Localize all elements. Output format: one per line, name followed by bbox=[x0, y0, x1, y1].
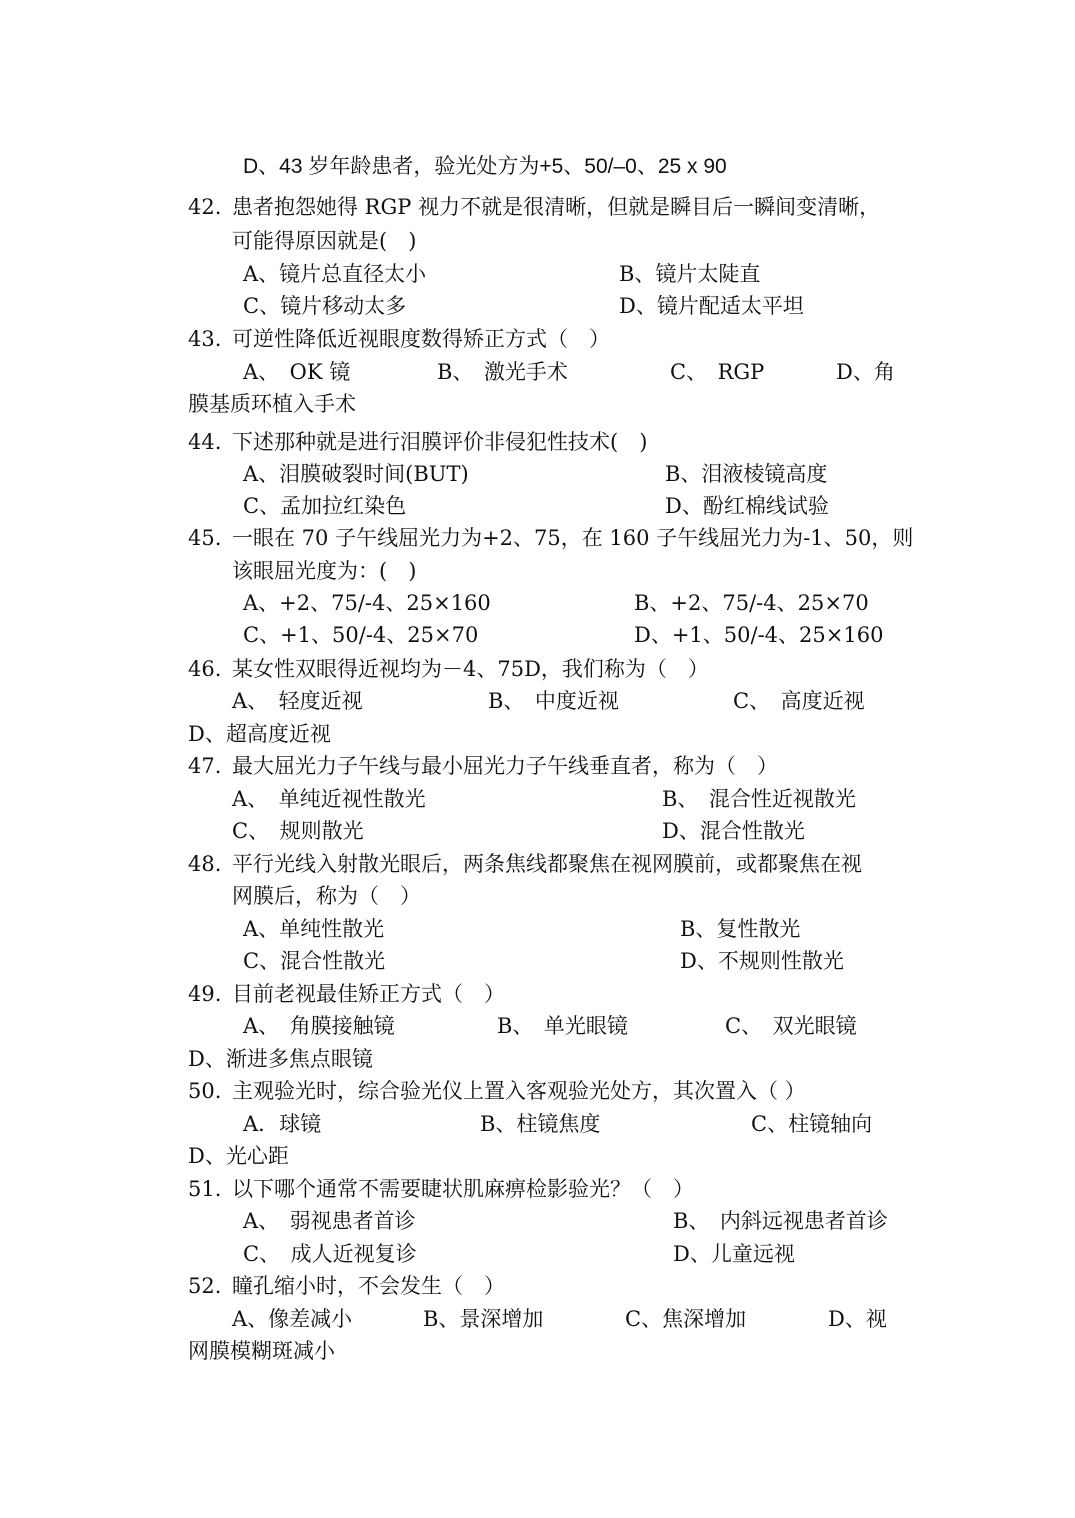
q51-text: 以下哪个通常不需要睫状肌麻痹检影验光？（ ） bbox=[232, 1177, 694, 1201]
q46-option-c: C、 高度近视 bbox=[733, 689, 865, 713]
q44-text: 下述那种就是进行泪膜评价非侵犯性技术( ) bbox=[232, 430, 648, 454]
q42-option-d: D、镜片配适太平坦 bbox=[619, 294, 804, 318]
q50-number: 50. bbox=[188, 1079, 222, 1103]
q45-text-line1: 一眼在 70 子午线屈光力为+2、75，在 160 子午线屈光力为-1、50，则 bbox=[232, 526, 914, 550]
q43-option-d-line1: D、角 bbox=[836, 360, 895, 384]
q46-number: 46. bbox=[188, 657, 222, 681]
q43-option-d-line2: 膜基质环植入手术 bbox=[188, 392, 356, 416]
q46-option-b: B、 中度近视 bbox=[488, 689, 619, 713]
q43-option-b: B、 激光手术 bbox=[437, 360, 568, 384]
q52-option-b: B、景深增加 bbox=[423, 1307, 544, 1331]
q43-number: 43. bbox=[188, 327, 222, 351]
q45-text-line2: 该眼屈光度为：( ) bbox=[232, 559, 417, 583]
q49-option-b: B、 单光眼镜 bbox=[497, 1014, 628, 1038]
q48-option-c: C、混合性散光 bbox=[243, 949, 386, 973]
q47-option-c: C、 规则散光 bbox=[232, 819, 364, 843]
q46-option-a: A、 轻度近视 bbox=[232, 689, 363, 713]
q48-text-line2: 网膜后，称为（ ） bbox=[232, 884, 421, 908]
q41-option-d: D、43 岁年龄患者，验光处方为+5、50/–0、25 x 90 bbox=[243, 155, 727, 178]
q42-text-line2: 可能得原因就是( ) bbox=[232, 229, 417, 253]
q52-option-a: A、像差减小 bbox=[232, 1307, 353, 1331]
q45-option-b: B、+2、75/-4、25×70 bbox=[634, 591, 869, 615]
q49-option-a: A、 角膜接触镜 bbox=[243, 1014, 395, 1038]
q52-text: 瞳孔缩小时，不会发生（ ） bbox=[232, 1274, 505, 1298]
q42-number: 42. bbox=[188, 195, 222, 219]
q50-text: 主观验光时，综合验光仪上置入客观验光处方，其次置入（ ） bbox=[232, 1079, 806, 1103]
q46-text: 某女性双眼得近视均为－4、75D，我们称为（ ） bbox=[232, 657, 709, 681]
q45-option-c: C、+1、50/-4、25×70 bbox=[243, 623, 479, 647]
q47-number: 47. bbox=[188, 754, 222, 778]
q47-text: 最大屈光力子午线与最小屈光力子午线垂直者，称为（ ） bbox=[232, 754, 778, 778]
q52-option-d-line1: D、视 bbox=[828, 1307, 887, 1331]
q51-option-b: B、 内斜远视患者首诊 bbox=[673, 1209, 888, 1233]
q50-option-a: A．球镜 bbox=[243, 1112, 322, 1136]
q52-option-d-line2: 网膜模糊斑减小 bbox=[188, 1339, 335, 1363]
q49-option-c: C、 双光眼镜 bbox=[725, 1014, 857, 1038]
q42-option-a: A、镜片总直径太小 bbox=[243, 262, 427, 286]
q51-option-c: C、 成人近视复诊 bbox=[243, 1242, 417, 1266]
q42-text-line1: 患者抱怨她得 RGP 视力不就是很清晰，但就是瞬目后一瞬间变清晰， bbox=[232, 195, 881, 219]
q44-option-d: D、酚红棉线试验 bbox=[665, 494, 829, 518]
q44-option-c: C、孟加拉红染色 bbox=[243, 494, 407, 518]
q43-text: 可逆性降低近视眼度数得矫正方式（ ） bbox=[232, 327, 610, 351]
q49-option-d: D、渐进多焦点眼镜 bbox=[188, 1047, 373, 1071]
q48-option-d: D、不规则性散光 bbox=[680, 949, 844, 973]
q43-option-a: A、 OK 镜 bbox=[243, 360, 351, 384]
q42-option-b: B、镜片太陡直 bbox=[619, 262, 761, 286]
q48-option-b: B、复性散光 bbox=[680, 917, 801, 941]
q44-number: 44. bbox=[188, 430, 222, 454]
q48-text-line1: 平行光线入射散光眼后，两条焦线都聚焦在视网膜前，或都聚焦在视 bbox=[232, 852, 862, 876]
q51-option-a: A、 弱视患者首诊 bbox=[243, 1209, 416, 1233]
q50-option-c: C、柱镜轴向 bbox=[751, 1112, 873, 1136]
q46-option-d: D、超高度近视 bbox=[188, 722, 331, 746]
q45-number: 45. bbox=[188, 526, 222, 550]
q50-option-b: B、柱镜焦度 bbox=[480, 1112, 601, 1136]
q45-option-d: D、+1、50/-4、25×160 bbox=[634, 623, 884, 647]
q52-number: 52. bbox=[188, 1274, 222, 1298]
q48-option-a: A、单纯性散光 bbox=[243, 917, 385, 941]
q47-option-b: B、 混合性近视散光 bbox=[662, 787, 856, 811]
q44-option-b: B、泪液棱镜高度 bbox=[665, 462, 828, 486]
q44-option-a: A、泪膜破裂时间(BUT) bbox=[243, 462, 469, 486]
q45-option-a: A、+2、75/-4、25×160 bbox=[243, 591, 491, 615]
q42-option-c: C、镜片移动太多 bbox=[243, 294, 407, 318]
q51-option-d: D、儿童远视 bbox=[673, 1242, 795, 1266]
q49-number: 49. bbox=[188, 982, 222, 1006]
q43-option-c: C、 RGP bbox=[670, 360, 765, 384]
q48-number: 48. bbox=[188, 852, 222, 876]
q50-option-d: D、光心距 bbox=[188, 1144, 289, 1168]
q52-option-c: C、焦深增加 bbox=[625, 1307, 747, 1331]
q49-text: 目前老视最佳矫正方式（ ） bbox=[232, 982, 505, 1006]
q47-option-d: D、混合性散光 bbox=[662, 819, 805, 843]
q47-option-a: A、 单纯近视性散光 bbox=[232, 787, 426, 811]
q51-number: 51. bbox=[188, 1177, 222, 1201]
